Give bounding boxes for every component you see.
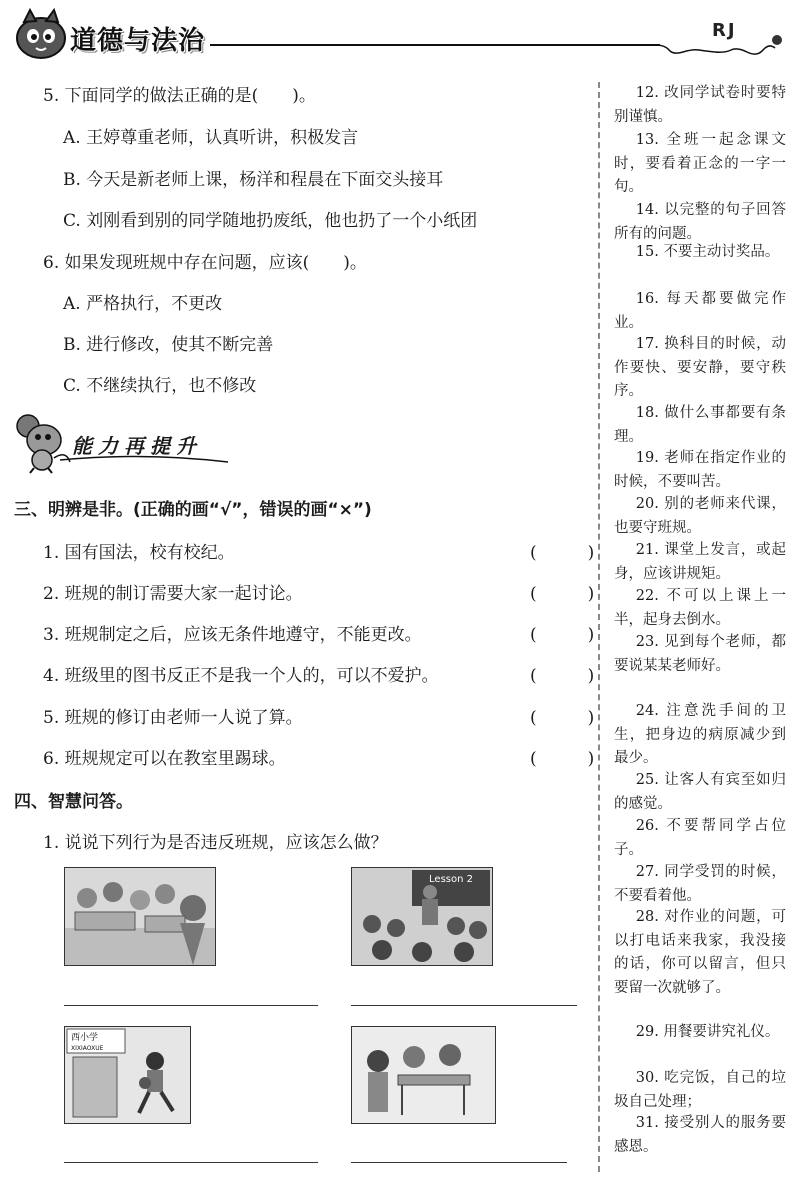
judge-answer-6[interactable]: ( ) bbox=[530, 749, 595, 769]
sidebar-rule-18: 18. 做什么事都要有条理。 bbox=[614, 405, 786, 445]
sidebar-rule-14: 14. 以完整的句子回答所有的问题。 bbox=[614, 202, 786, 242]
section-4-title: 四、智慧问答。 bbox=[14, 792, 133, 812]
question-5-option-b: B. 今天是新老师上课，杨洋和程晨在下面交头接耳 bbox=[63, 170, 444, 190]
illustration-running-in-school bbox=[64, 1026, 191, 1124]
sidebar-rule-24: 24. 注意洗手间的卫生，把身边的病原减少到最少。 bbox=[614, 703, 786, 766]
banner-swoosh bbox=[60, 454, 230, 466]
answer-line-3[interactable] bbox=[64, 1162, 318, 1163]
sidebar-rule-16: 16. 每天都要做完作业。 bbox=[614, 291, 786, 331]
sidebar-rule-21: 21. 课堂上发言，或起身，应该讲规矩。 bbox=[614, 542, 786, 582]
sidebar-rule-27: 27. 同学受罚的时候，不要看着他。 bbox=[614, 864, 786, 904]
judge-item-4: 4. 班级里的图书反正不是我一个人的，可以不爱护。 bbox=[43, 666, 439, 686]
sidebar-rule-13: 13. 全班一起念课文时，要看着正念的一字一句。 bbox=[614, 132, 786, 195]
sidebar-rule-12: 12. 改同学试卷时要特别谨慎。 bbox=[614, 85, 786, 125]
section-3-title: 三、明辨是非。(正确的画“√”，错误的画“×”) bbox=[14, 500, 372, 520]
book-title: 道德与法治 bbox=[70, 26, 206, 56]
judge-item-5: 5. 班规的修订由老师一人说了算。 bbox=[43, 708, 303, 728]
question-6-option-a: A. 严格执行，不更改 bbox=[63, 294, 223, 314]
answer-line-2[interactable] bbox=[351, 1005, 577, 1006]
question-5-option-a: A. 王婷尊重老师，认真听讲，积极发言 bbox=[63, 128, 359, 148]
sidebar-rule-17: 17. 换科目的时候，动作要快、要安静，要守秩序。 bbox=[614, 336, 786, 399]
judge-item-2: 2. 班规的制订需要大家一起讨论。 bbox=[43, 584, 303, 604]
judge-answer-1[interactable]: ( ) bbox=[530, 543, 595, 563]
question-6-option-b: B. 进行修改，使其不断完善 bbox=[63, 335, 274, 355]
sidebar-divider bbox=[598, 82, 600, 1172]
section-4-question-1: 1. 说说下列行为是否违反班规，应该怎么做？ bbox=[43, 833, 388, 853]
illustration-lesson-classroom bbox=[351, 867, 493, 966]
sidebar-rule-30: 30. 吃完饭，自己的垃圾自己处理； bbox=[614, 1070, 786, 1110]
sidebar-rule-29: 29. 用餐要讲究礼仪。 bbox=[635, 1024, 780, 1040]
school-sign-subtext: XIXIAOXUE bbox=[71, 1045, 104, 1052]
ability-section-title: 能力再提升 bbox=[72, 434, 202, 458]
judge-item-3: 3. 班规制定之后，应该无条件地遵守，不能更改。 bbox=[43, 625, 422, 645]
sidebar-rule-26: 26. 不要帮同学占位子。 bbox=[614, 818, 786, 858]
judge-item-1: 1. 国有国法，校有校纪。 bbox=[43, 543, 235, 563]
judge-answer-3[interactable]: ( ) bbox=[530, 625, 595, 645]
sidebar-rule-19: 19. 老师在指定作业的时候，不要叫苦。 bbox=[614, 450, 786, 490]
sidebar-rule-22: 22. 不可以上课上一半，起身去倒水。 bbox=[614, 588, 786, 628]
sidebar-rule-15: 15. 不要主动讨奖品。 bbox=[635, 244, 780, 260]
mascot-logo bbox=[10, 8, 72, 60]
sidebar-rule-23: 23. 见到每个老师，都要说某某老师好。 bbox=[614, 634, 786, 674]
answer-line-4[interactable] bbox=[351, 1162, 567, 1163]
judge-answer-4[interactable]: ( ) bbox=[530, 666, 595, 686]
question-6-option-c: C. 不继续执行，也不修改 bbox=[63, 376, 257, 396]
sidebar-rule-31: 31. 接受别人的服务要感恩。 bbox=[614, 1115, 786, 1155]
illustration-noisy-classroom bbox=[64, 867, 216, 966]
sidebar-rule-25: 25. 让客人有宾至如归的感觉。 bbox=[614, 772, 786, 812]
edition-label: RJ bbox=[712, 20, 737, 41]
sidebar-rule-28: 28. 对作业的问题，可以打电话来我家，我没接的话，你可以留言，但只要留一次就够了。 bbox=[614, 909, 786, 996]
illustration-teacher-and-students bbox=[351, 1026, 496, 1124]
lesson-sign-text: Lesson 2 bbox=[429, 874, 473, 885]
answer-line-1[interactable] bbox=[64, 1005, 318, 1006]
header-rule bbox=[210, 44, 660, 46]
judge-item-6: 6. 班规规定可以在教室里踢球。 bbox=[43, 749, 286, 769]
judge-answer-2[interactable]: ( ) bbox=[530, 584, 595, 604]
sidebar-rule-20: 20. 别的老师来代课，也要守班规。 bbox=[614, 496, 786, 536]
question-5-option-c: C. 刘刚看到别的同学随地扔废纸，他也扔了一个小纸团 bbox=[63, 211, 478, 231]
school-sign-text: 西小学 bbox=[71, 1033, 99, 1043]
question-6-stem: 6. 如果发现班规中存在问题，应该( )。 bbox=[43, 253, 367, 273]
judge-answer-5[interactable]: ( ) bbox=[530, 708, 595, 728]
question-5-stem: 5. 下面同学的做法正确的是( )。 bbox=[43, 86, 316, 106]
